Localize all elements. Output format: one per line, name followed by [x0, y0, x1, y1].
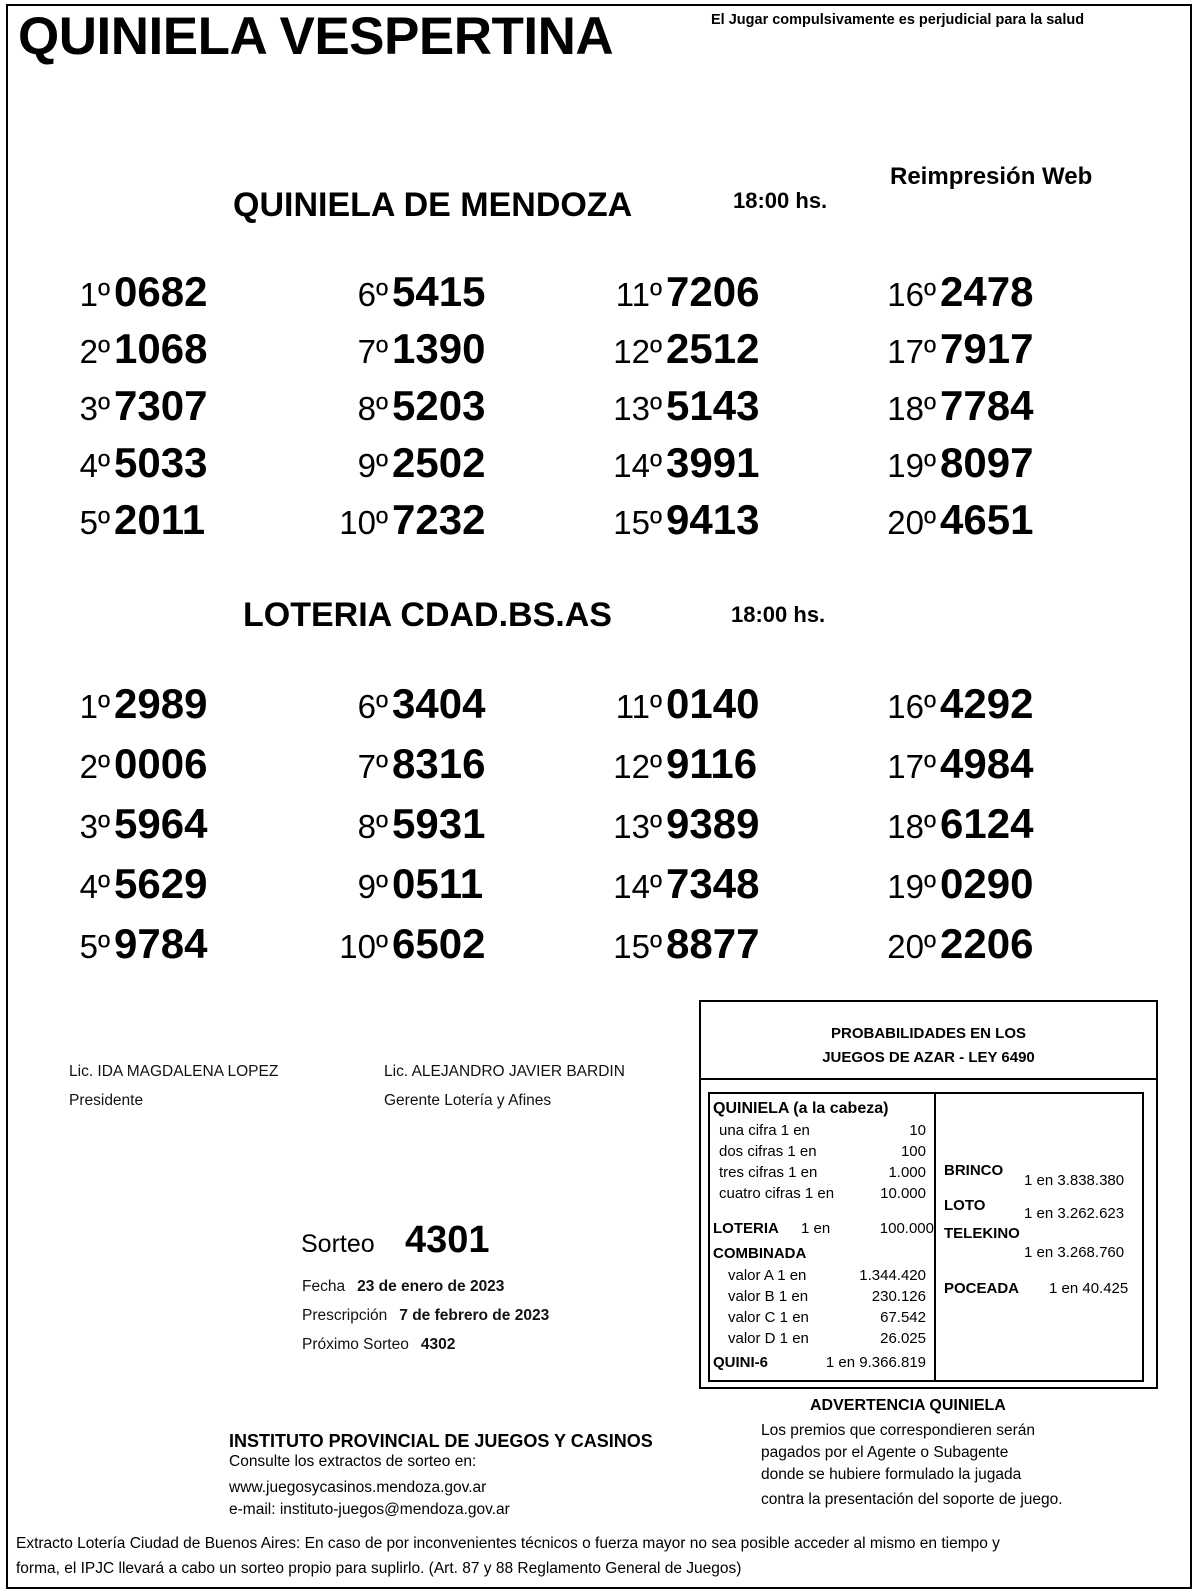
- result-position: 10º: [339, 928, 388, 965]
- result-cell: [592, 268, 759, 316]
- result-cell: [318, 740, 485, 788]
- result-number: 1390: [392, 325, 486, 372]
- probabilities-title: [701, 1022, 1156, 1070]
- result-cell: [866, 860, 1033, 908]
- result-cell: [592, 439, 759, 487]
- footer-note-line1: Extracto Lotería Ciudad de Buenos Aires: En caso de por inconvenientes técnicos o fuerza mayor no sea posible acceder al mismo en tiempo y: [16, 1535, 1000, 1552]
- result-cell: [592, 325, 759, 373]
- loteria-odds-label: LOTERIA: [713, 1220, 779, 1237]
- advertencia-line: donde se hubiere formulado la jugada: [761, 1466, 1022, 1483]
- result-cell: [866, 680, 1033, 728]
- result-position: 6º: [357, 276, 388, 313]
- result-cell: [866, 496, 1033, 544]
- result-position: 12º: [613, 748, 662, 785]
- result-position: 14º: [613, 868, 662, 905]
- result-position: 13º: [613, 390, 662, 427]
- result-position: 18º: [887, 390, 936, 427]
- footer-note-line2: forma, el IPJC llevará a cabo un sorteo propio para suplirlo. (Art. 87 y 88 Reglamento General de Juegos): [16, 1560, 742, 1577]
- result-position: 1º: [79, 276, 110, 313]
- mendoza-draw-time: 18:00 hs.: [733, 188, 828, 213]
- result-position: 9º: [357, 868, 388, 905]
- result-position: 16º: [887, 688, 936, 725]
- result-cell: [40, 268, 207, 316]
- result-cell: [318, 496, 485, 544]
- result-number: 5143: [666, 382, 760, 429]
- result-position: 1º: [79, 688, 110, 725]
- result-number: 6124: [940, 800, 1034, 847]
- result-cell: [866, 325, 1033, 373]
- result-position: 19º: [887, 447, 936, 484]
- loteria-odds-text: 1 en: [801, 1220, 831, 1237]
- brinco-odds-label: BRINCO: [944, 1162, 1004, 1179]
- result-position: 8º: [357, 390, 388, 427]
- odds-row-label: valor D 1 en: [728, 1330, 809, 1347]
- result-number: 7232: [392, 496, 486, 543]
- brinco-odds-value: 1 en 3.838.380: [1024, 1172, 1125, 1189]
- result-number: 5415: [392, 268, 486, 315]
- odds-row-value: 1.344.420: [859, 1267, 926, 1284]
- result-position: 15º: [613, 928, 662, 965]
- result-cell: [592, 496, 759, 544]
- loto-odds-label: LOTO: [944, 1197, 986, 1214]
- result-number: 0511: [392, 860, 484, 907]
- result-position: 4º: [79, 868, 110, 905]
- result-cell: [318, 920, 485, 968]
- result-cell: [318, 382, 485, 430]
- poceada-odds-value: 1 en 40.425: [1049, 1280, 1129, 1297]
- prescription-label: Prescripción: [302, 1307, 388, 1324]
- result-cell: [592, 860, 759, 908]
- result-number: 5931: [392, 800, 486, 847]
- odds-row-value: 10: [909, 1122, 926, 1139]
- draw-date-label: Fecha: [302, 1278, 346, 1295]
- result-cell: [866, 268, 1033, 316]
- result-number: 8877: [666, 920, 760, 967]
- probabilities-box: [699, 1000, 1158, 1389]
- odds-row-value: 67.542: [880, 1309, 926, 1326]
- result-number: 0290: [940, 860, 1034, 907]
- result-cell: [318, 439, 485, 487]
- next-draw-number: 4302: [420, 1336, 456, 1353]
- result-number: 7307: [114, 382, 208, 429]
- odds-row-value: 1.000: [888, 1164, 926, 1181]
- result-cell: [318, 860, 483, 908]
- result-position: 7º: [357, 748, 388, 785]
- result-number: 4984: [940, 740, 1034, 787]
- result-number: 8316: [392, 740, 486, 787]
- result-position: 2º: [79, 748, 110, 785]
- result-position: 19º: [887, 868, 936, 905]
- result-number: 6502: [392, 920, 486, 967]
- president-name: Lic. IDA MAGDALENA LOPEZ: [69, 1063, 279, 1080]
- result-position: 7º: [357, 333, 388, 370]
- quini6-odds-label: QUINI-6: [713, 1354, 769, 1371]
- next-draw-label: Próximo Sorteo: [302, 1336, 409, 1353]
- manager-name: Lic. ALEJANDRO JAVIER BARDIN: [384, 1063, 625, 1080]
- result-number: 7348: [666, 860, 760, 907]
- result-position: 9º: [357, 447, 388, 484]
- result-position: 11º: [615, 276, 662, 313]
- result-number: 8097: [940, 439, 1034, 486]
- next-draw-row: [302, 1336, 455, 1354]
- result-cell: [318, 800, 485, 848]
- loteria-draw-time: 18:00 hs.: [731, 602, 826, 627]
- institute-title: INSTITUTO PROVINCIAL DE JUEGOS Y CASINOS: [229, 1431, 653, 1451]
- result-cell: [592, 800, 759, 848]
- result-number: 7784: [940, 382, 1034, 429]
- result-cell: [318, 268, 485, 316]
- result-position: 18º: [887, 808, 936, 845]
- telekino-odds-label: TELEKINO: [944, 1225, 1020, 1242]
- result-cell: [40, 860, 207, 908]
- quini6-odds-value: 1 en 9.366.819: [825, 1354, 926, 1371]
- result-position: 15º: [613, 504, 662, 541]
- manager-role: Gerente Lotería y Afines: [384, 1092, 552, 1109]
- probabilities-header-divider: [701, 1078, 1156, 1080]
- loteria-section-title: LOTERIA CDAD.BS.AS: [243, 596, 612, 634]
- result-number: 4651: [940, 496, 1034, 543]
- poceada-odds-label: POCEADA: [944, 1280, 1020, 1297]
- result-position: 6º: [357, 688, 388, 725]
- result-cell: [866, 920, 1033, 968]
- result-cell: [592, 680, 759, 728]
- result-number: 9389: [666, 800, 760, 847]
- prescription-row: [302, 1307, 549, 1325]
- result-number: 2512: [666, 325, 760, 372]
- odds-row-label: cuatro cifras 1 en: [719, 1185, 835, 1202]
- odds-row-label: una cifra 1 en: [719, 1122, 810, 1139]
- probabilities-title-line1: PROBABILIDADES EN LOS: [830, 1025, 1026, 1042]
- draw-date-row: [302, 1278, 504, 1296]
- result-number: 5203: [392, 382, 486, 429]
- result-cell: [592, 920, 759, 968]
- combinada-odds-title: COMBINADA: [713, 1245, 807, 1262]
- result-position: 4º: [79, 447, 110, 484]
- result-position: 3º: [79, 808, 110, 845]
- result-number: 3991: [666, 439, 760, 486]
- result-cell: [40, 325, 207, 373]
- result-number: 0682: [114, 268, 208, 315]
- prescription-date: 7 de febrero de 2023: [399, 1307, 550, 1324]
- result-cell: [592, 740, 757, 788]
- result-cell: [866, 439, 1033, 487]
- draw-date: 23 de enero de 2023: [357, 1278, 505, 1295]
- telekino-odds-value: 1 en 3.268.760: [1024, 1244, 1125, 1261]
- result-cell: [40, 382, 207, 430]
- institute-email-link[interactable]: e-mail: instituto-juegos@mendoza.gov.ar: [229, 1501, 510, 1518]
- result-cell: [40, 920, 207, 968]
- result-position: 8º: [357, 808, 388, 845]
- result-cell: [592, 382, 759, 430]
- probabilities-title-line2: JUEGOS DE AZAR - LEY 6490: [822, 1049, 1035, 1066]
- result-position: 16º: [887, 276, 936, 313]
- advertencia-line: Los premios que correspondieren serán: [761, 1422, 1035, 1439]
- page-title: QUINIELA VESPERTINA: [18, 7, 614, 66]
- odds-row-label: valor C 1 en: [728, 1309, 809, 1326]
- result-number: 9784: [114, 920, 208, 967]
- result-position: 10º: [339, 504, 388, 541]
- result-position: 20º: [887, 928, 936, 965]
- result-position: 5º: [79, 928, 110, 965]
- loteria-odds-value: 100.000: [879, 1220, 934, 1237]
- reprint-label: Reimpresión Web: [890, 163, 1093, 190]
- result-number: 5033: [114, 439, 208, 486]
- result-number: 5964: [114, 800, 208, 847]
- result-cell: [40, 496, 205, 544]
- result-cell: [40, 740, 207, 788]
- result-number: 0006: [114, 740, 208, 787]
- loto-odds-value: 1 en 3.262.623: [1024, 1205, 1125, 1222]
- odds-row-value: 10.000: [880, 1185, 926, 1202]
- result-number: 2478: [940, 268, 1034, 315]
- result-cell: [866, 382, 1033, 430]
- advertencia-title: ADVERTENCIA QUINIELA: [810, 1397, 1006, 1414]
- result-position: 11º: [615, 688, 662, 725]
- result-position: 5º: [79, 504, 110, 541]
- result-number: 7206: [666, 268, 760, 315]
- odds-row-label: dos cifras 1 en: [719, 1143, 817, 1160]
- probabilities-column-divider: [934, 1094, 936, 1380]
- result-position: 14º: [613, 447, 662, 484]
- odds-row-label: valor A 1 en: [728, 1267, 807, 1284]
- draw-number: 4301: [405, 1219, 490, 1261]
- mendoza-section-title: QUINIELA DE MENDOZA: [233, 186, 633, 224]
- result-number: 2011: [114, 496, 206, 543]
- result-number: 9413: [666, 496, 760, 543]
- result-number: 5629: [114, 860, 208, 907]
- result-cell: [866, 800, 1033, 848]
- institute-consult-text: Consulte los extractos de sorteo en:: [229, 1453, 477, 1470]
- draw-label: Sorteo: [301, 1230, 375, 1258]
- result-number: 3404: [392, 680, 486, 727]
- result-number: 4292: [940, 680, 1034, 727]
- result-number: 7917: [940, 325, 1034, 372]
- result-cell: [866, 740, 1033, 788]
- president-role: Presidente: [69, 1092, 144, 1109]
- health-warning: El Jugar compulsivamente es perjudicial para la salud: [711, 12, 1085, 28]
- result-number: 2206: [940, 920, 1034, 967]
- advertencia-line: contra la presentación del soporte de juego.: [761, 1491, 1063, 1508]
- result-number: 9116: [666, 740, 758, 787]
- odds-row-value: 26.025: [880, 1330, 926, 1347]
- institute-website-link[interactable]: www.juegosycasinos.mendoza.gov.ar: [229, 1479, 487, 1496]
- result-position: 13º: [613, 808, 662, 845]
- result-position: 17º: [887, 333, 936, 370]
- result-cell: [318, 680, 485, 728]
- result-number: 2502: [392, 439, 486, 486]
- odds-row-value: 100: [900, 1143, 926, 1160]
- result-cell: [40, 680, 207, 728]
- advertencia-line: pagados por el Agente o Subagente: [761, 1444, 1009, 1461]
- result-position: 12º: [613, 333, 662, 370]
- result-number: 1068: [114, 325, 208, 372]
- result-cell: [318, 325, 485, 373]
- result-number: 0140: [666, 680, 760, 727]
- result-number: 2989: [114, 680, 208, 727]
- quiniela-odds-title: QUINIELA (a la cabeza): [713, 1100, 889, 1117]
- result-position: 17º: [887, 748, 936, 785]
- result-cell: [40, 439, 207, 487]
- result-position: 20º: [887, 504, 936, 541]
- result-position: 3º: [79, 390, 110, 427]
- probabilities-table: [708, 1092, 1144, 1382]
- odds-row-value: 230.126: [871, 1288, 926, 1305]
- result-position: 2º: [79, 333, 110, 370]
- result-cell: [40, 800, 207, 848]
- odds-row-label: tres cifras 1 en: [719, 1164, 818, 1181]
- odds-row-label: valor B 1 en: [728, 1288, 809, 1305]
